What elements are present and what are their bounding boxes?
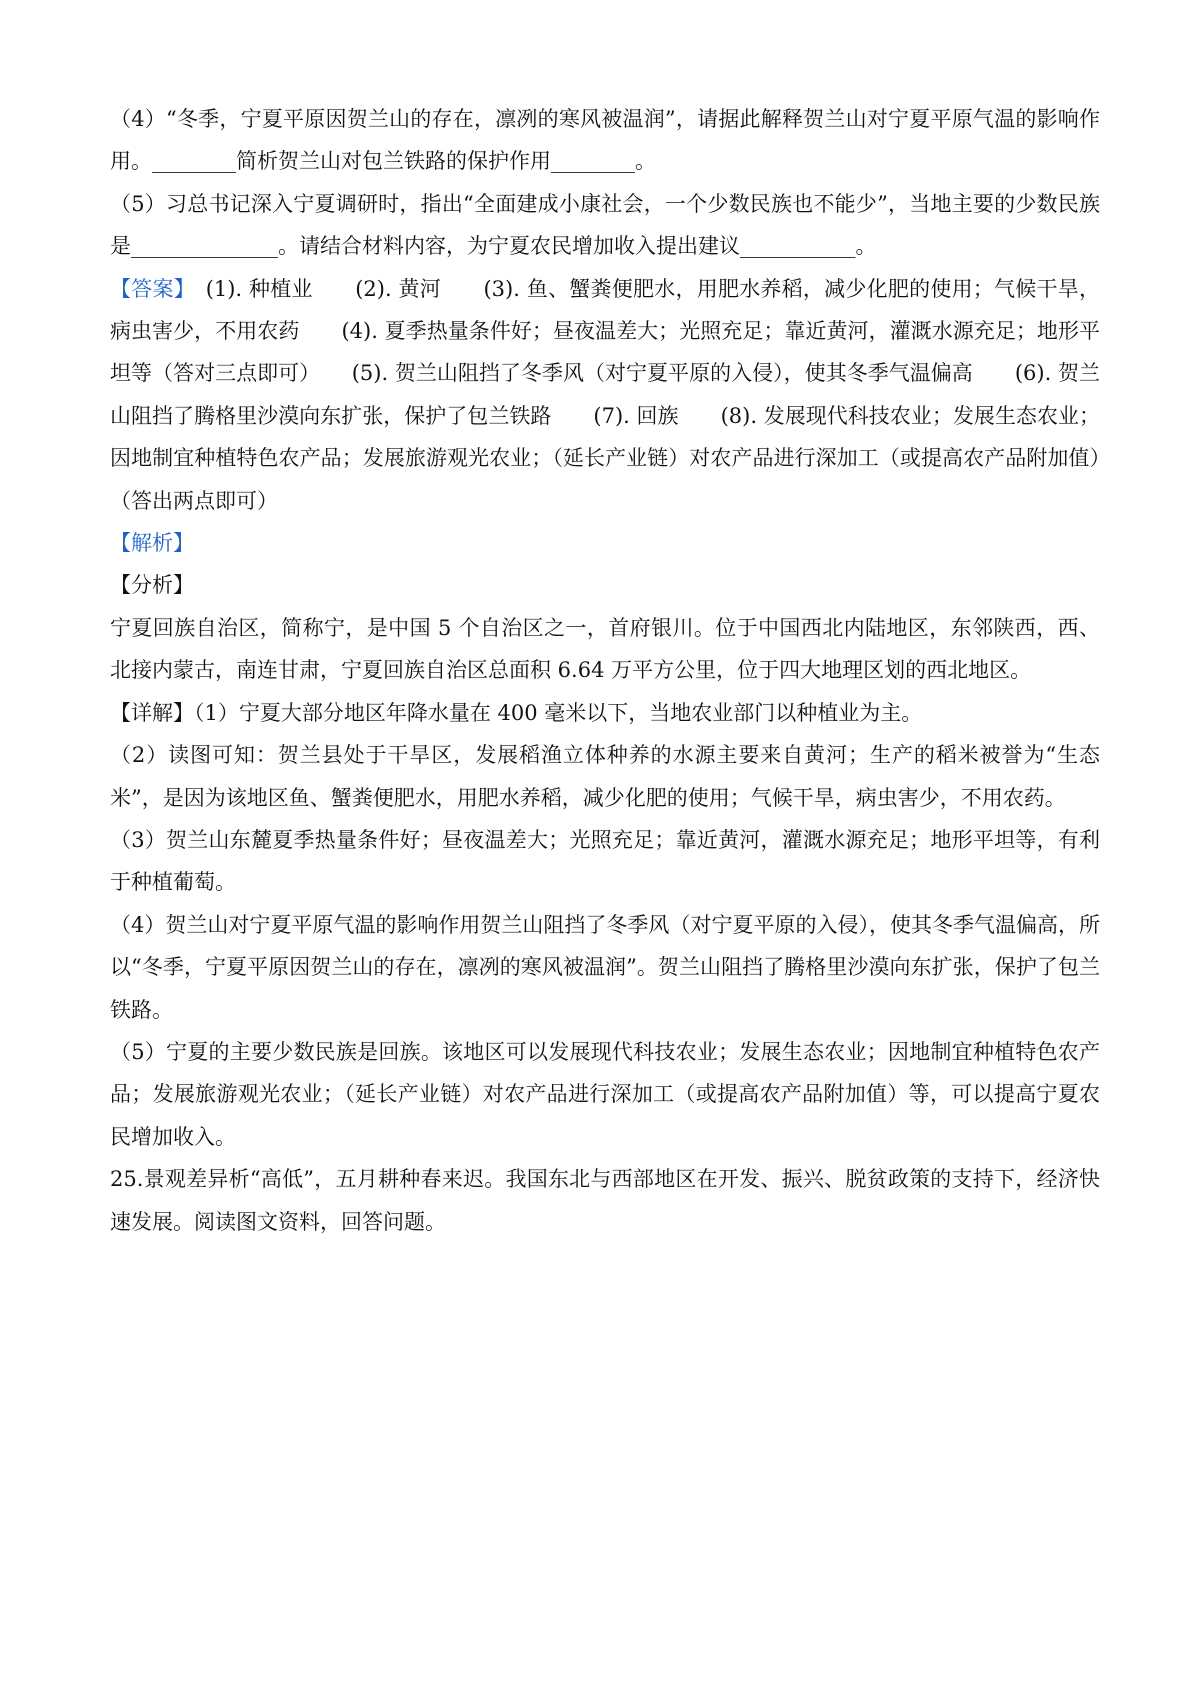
answer-text: (1). 种植业 (2). 黄河 (3). 鱼、蟹粪便肥水，用肥水养稻，减少化肥的使用；气候干旱，病虫害少，不用农药 (4). 夏季热量条件好；昼夜温差大；光照充足；靠近黄河，灌溉水源充足；地形平坦等（答对三点即可） (5). 贺兰山阻挡了冬季风（对宁夏平原的入侵），使其冬季气温偏高 (6). 贺兰山阻挡了腾格里沙漠向东扩张，保护了包兰铁路 (7). 回族 (8). 发展现代科技农业；发展生态农业；因地制宜种植特色农产品；发展旅游观光农业；（延长产业链）对农产品进行深加工（或提高农产品附加值）（答出两点即可） bbox=[110, 276, 1100, 513]
detail-paragraph-5: （5）宁夏的主要少数民族是回族。该地区可以发展现代科技农业；发展生态农业；因地制宜种植特色农产品；发展旅游观光农业；（延长产业链）对农产品进行深加工（或提高农产品附加值）等，可以提高宁夏农民增加收入。 bbox=[110, 1039, 1100, 1149]
question-5-prompt: （5）习总书记深入宁夏调研时，指出“全面建成小康社会，一个少数民族也不能少”，当地主要的少数民族是______________。请结合材料内容，为宁夏农民增加收入提出建议___________。 bbox=[110, 191, 1100, 259]
fenxi-label-line bbox=[110, 564, 1100, 606]
detail-paragraph-3: （3）贺兰山东麓夏季热量条件好；昼夜温差大；光照充足；靠近黄河，灌溉水源充足；地形平坦等，有利于种植葡萄。 bbox=[110, 827, 1100, 895]
analysis-label-line bbox=[110, 522, 1100, 564]
detail-text-1: （1）宁夏大部分地区年降水量在 400 毫米以下，当地农业部门以种植业为主。 bbox=[194, 700, 923, 725]
detail-paragraph-1 bbox=[110, 692, 1100, 734]
answer-label: 【答案】 bbox=[110, 276, 185, 301]
detail-label: 【详解】 bbox=[110, 700, 194, 725]
document-body bbox=[110, 98, 1100, 1243]
fenxi-label: 【分析】 bbox=[110, 573, 194, 598]
fenxi-paragraph: 宁夏回族自治区，简称宁，是中国 5 个自治区之一，首府银川。位于中国西北内陆地区，东邻陕西，西、北接内蒙古，南连甘肃，宁夏回族自治区总面积 6.64 万平方公里，位于四大地理区划的西北地区。 bbox=[110, 615, 1100, 683]
question-25-prompt: 25.景观差异析“高低”，五月耕种春来迟。我国东北与西部地区在开发、振兴、脱贫政策的支持下，经济快速发展。阅读图文资料，回答问题。 bbox=[110, 1167, 1100, 1234]
detail-paragraph-2: （2）读图可知：贺兰县处于干旱区，发展稻渔立体种养的水源主要来自黄河；生产的稻米被誉为“生态米”，是因为该地区鱼、蟹粪便肥水，用肥水养稻，减少化肥的使用；气候干旱，病虫害少，不用农药。 bbox=[110, 743, 1100, 810]
detail-paragraph-4: （4）贺兰山对宁夏平原气温的影响作用贺兰山阻挡了冬季风（对宁夏平原的入侵），使其冬季气温偏高，所以“冬季，宁夏平原因贺兰山的存在，凛冽的寒风被温润”。贺兰山阻挡了腾格里沙漠向东扩张，保护了包兰铁路。 bbox=[110, 912, 1100, 1022]
answer-paragraph bbox=[110, 268, 1100, 522]
analysis-label: 【解析】 bbox=[110, 531, 194, 556]
question-4-prompt: （4）“冬季，宁夏平原因贺兰山的存在，凛冽的寒风被温润”，请据此解释贺兰山对宁夏平原气温的影响作用。________简析贺兰山对包兰铁路的保护作用________。 bbox=[110, 107, 1100, 174]
